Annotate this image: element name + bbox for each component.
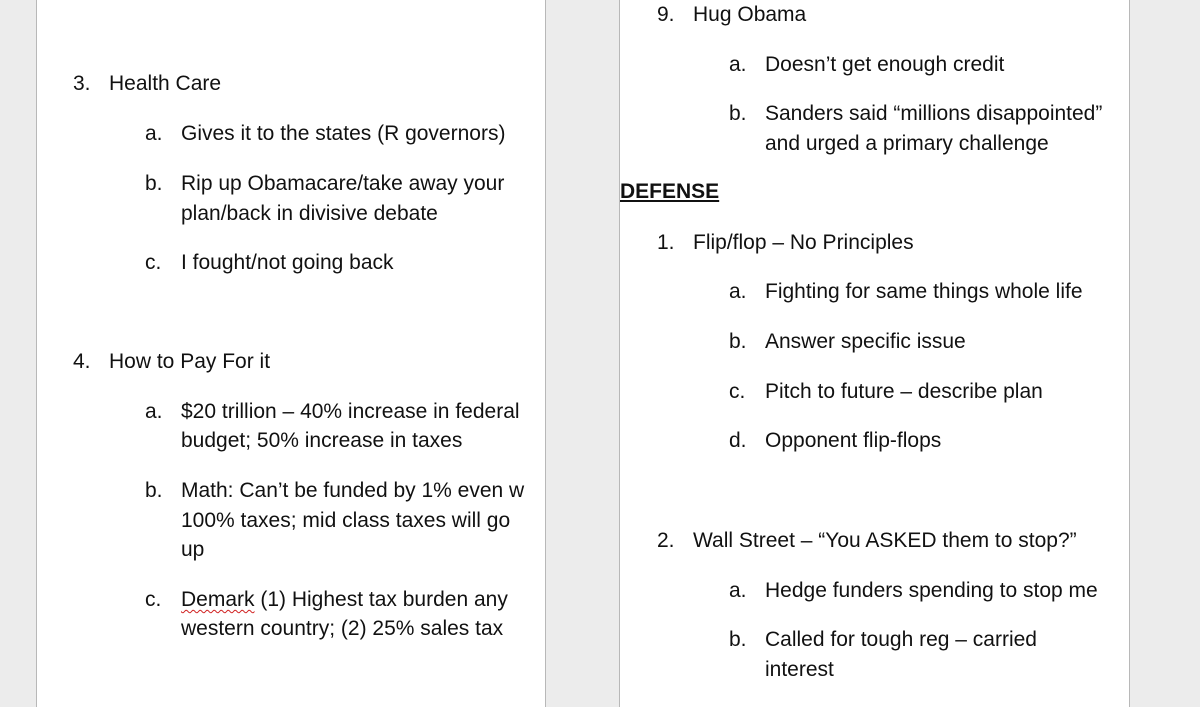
- sub-letter: a.: [145, 122, 163, 145]
- section-heading-defense: DEFENSE: [620, 180, 720, 203]
- sub-item-3c: [145, 248, 394, 278]
- sub-item-4c-cont: [181, 614, 503, 644]
- list-item-title: Hug Obama: [693, 3, 807, 26]
- sub-item-text: budget; 50% increase in taxes: [181, 429, 463, 452]
- list-item-title: Wall Street – “You ASKED them to stop?”: [693, 529, 1077, 552]
- sub-letter: c.: [145, 588, 162, 611]
- sub-item-2a: [729, 576, 1098, 606]
- sub-item-text: and urged a primary challenge: [765, 132, 1049, 155]
- sub-item-text: Answer specific issue: [765, 330, 966, 353]
- sub-item-4c: [145, 585, 508, 615]
- list-item-title: Flip/flop – No Principles: [693, 231, 914, 254]
- sub-letter: a.: [729, 579, 747, 602]
- sub-item-text: interest: [765, 658, 834, 681]
- sub-item-text: Rip up Obamacare/take away your: [181, 172, 505, 195]
- list-number: 2.: [657, 529, 675, 552]
- sub-item-3a: [145, 119, 506, 149]
- sub-letter: b.: [729, 628, 747, 651]
- sub-item-3b: [145, 169, 505, 199]
- sub-item-text: (1) Highest tax burden any: [254, 588, 508, 611]
- sub-item-text: Hedge funders spending to stop me: [765, 579, 1098, 602]
- document-page-right: [619, 0, 1130, 707]
- sub-item-text: $20 trillion – 40% increase in federal: [181, 400, 520, 423]
- sub-letter: c.: [145, 251, 162, 274]
- sub-item-1c: [729, 377, 1043, 407]
- sub-item-9a: [729, 50, 1005, 80]
- sub-item-4b: [145, 476, 525, 506]
- sub-item-2b-cont: [765, 655, 834, 685]
- list-item-title: How to Pay For it: [109, 350, 271, 373]
- sub-item-9b-cont: [765, 129, 1049, 159]
- list-number: 9.: [657, 3, 675, 26]
- sub-item-text: Sanders said “millions disappointed”: [765, 102, 1103, 125]
- sub-item-text: Gives it to the states (R governors): [181, 122, 506, 145]
- sub-item-4a-cont: [181, 426, 462, 456]
- sub-letter: d.: [729, 429, 747, 452]
- sub-letter: c.: [729, 380, 746, 403]
- sub-item-1a: [729, 277, 1083, 307]
- sub-item-text: Called for tough reg – carried: [765, 628, 1037, 651]
- sub-item-2b: [729, 625, 1037, 655]
- list-item-3: [73, 69, 222, 99]
- sub-letter: a.: [729, 280, 747, 303]
- sub-letter: b.: [729, 102, 747, 125]
- sub-item-text: 100% taxes; mid class taxes will go: [181, 509, 511, 532]
- sub-letter: b.: [729, 330, 747, 353]
- sub-item-text: up: [181, 538, 205, 561]
- sub-item-text: Doesn’t get enough credit: [765, 53, 1005, 76]
- sub-item-4a: [145, 397, 520, 427]
- misspelled-word[interactable]: Demark: [181, 588, 255, 611]
- sub-letter: b.: [145, 172, 163, 195]
- sub-item-4b-cont2: [181, 535, 204, 565]
- sub-item-text: plan/back in divisive debate: [181, 202, 438, 225]
- sub-item-1b: [729, 327, 966, 357]
- list-item-1: [657, 228, 914, 258]
- list-item-4: [73, 347, 271, 377]
- sub-item-text: Pitch to future – describe plan: [765, 380, 1043, 403]
- list-number: 4.: [73, 350, 91, 373]
- list-number: 1.: [657, 231, 675, 254]
- sub-item-text: Opponent flip-flops: [765, 429, 942, 452]
- sub-item-3b-cont: [181, 199, 438, 229]
- list-number: 3.: [73, 72, 91, 95]
- sub-item-4b-cont: [181, 506, 510, 536]
- sub-item-text: I fought/not going back: [181, 251, 394, 274]
- list-item-2: [657, 526, 1077, 556]
- list-item-title: Health Care: [109, 72, 222, 95]
- sub-item-1d: [729, 426, 942, 456]
- sub-letter: b.: [145, 479, 163, 502]
- sub-item-text: western country; (2) 25% sales tax: [181, 617, 504, 640]
- document-page-left: [36, 0, 546, 707]
- sub-item-text: Fighting for same things whole life: [765, 280, 1083, 303]
- sub-item-9b: [729, 99, 1103, 129]
- sub-letter: a.: [729, 53, 747, 76]
- sub-letter: a.: [145, 400, 163, 423]
- sub-item-text: Math: Can’t be funded by 1% even w: [181, 479, 525, 502]
- list-item-9: [657, 0, 807, 30]
